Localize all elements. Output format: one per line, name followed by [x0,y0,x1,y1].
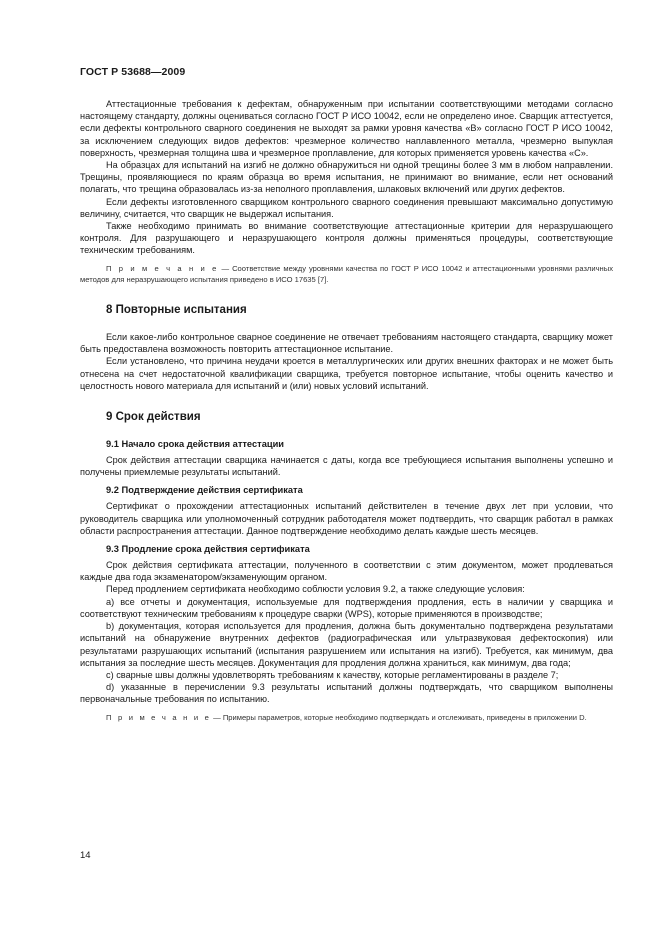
page-number: 14 [80,850,91,861]
paragraph: Также необходимо принимать во внимание соответствующие аттестационные критерии для неразрушающего контроля. Для разрушающего и неразрушающего контроля должны применяться процедуры, соответствующие техническим требованиям. [80,221,613,256]
subsection-heading-9-2: 9.2 Подтверждение действия сертификата [106,485,303,496]
subsection-heading-9-3: 9.3 Продление срока действия сертификата [106,544,310,555]
document-code-header: ГОСТ Р 53688—2009 [80,66,186,78]
paragraph: Перед продлением сертификата необходимо соблюсти условия 9.2, а также следующие условия: [106,584,525,595]
list-item: b) документация, которая используется для продления, должна быть документально подтверждена результатами испытаний на обнаружение внутренних дефектов (радиографическая или ультразвуковая дефектоскопия) или результатами разрушающих испытаний (испытания разрушением или испытания на изгиб). Требуется, как минимум, два испытания за последние шесть месяцев. Документация для продления должна храниться, как минимум, два года; [80,621,613,668]
section-heading-9: 9 Срок действия [106,411,201,424]
paragraph: Срок действия аттестации сварщика начинается с даты, когда все требующиеся испытания выполнены успешно и получены приемлемые результаты испытаний. [80,455,613,478]
paragraph: Сертификат о прохождении аттестационных испытаний действителен в течение двух лет при условии, что руководитель сварщика или уполномоченный сотрудник работодателя может подтвердить, что сварщик работал в рамках области распространения аттестации. Данное подтверждение необходимо делать каждые шесть месяцев. [80,501,613,536]
list-item: d) указанные в перечислении 9.3 результаты испытаний должны подтверждать, что сварщиком выполнены первоначальные требования по испытанию. [80,682,613,705]
note-text: — Примеры параметров, которые необходимо подтверждать и отслеживать, приведены в приложении D. [211,712,587,722]
paragraph: Если установлено, что причина неудачи кроется в металлургических или других внешних факторах и не может быть отнесена на счет недостаточной квалификации сварщика, требуется повторное испытание, чтобы оценить качество и целостность нового материала для испытаний и (или) новых условий испытаний. [80,356,613,391]
paragraph: На образцах для испытаний на изгиб не должно обнаружиться ни одной трещины более 3 мм в любом направлении. Трещины, проявляющиеся по краям образца во время испытания, не принимают во внимание, если нет оснований полагать, что трещина образовалась из-за неполного проплавления, шлаковых включений или других дефектов. [80,160,613,195]
note [80,712,613,723]
section-heading-8: 8 Повторные испытания [106,304,247,317]
list-item: a) все отчеты и документация, используемые для подтверждения продления, есть в наличии у сварщика и соответствуют техническим требованиям к процедуре сварки (WPS), которые применяются в производстве; [80,596,613,619]
note-text: — Соответствие между уровнями качества по ГОСТ Р ИСО 10042 и аттестационными уровнями различных методов для неразрушающего испытания приведено в ИСО 17635 [7]. [80,263,613,284]
list-item: c) сварные швы должны удовлетворять требованиям к качеству, которые регламентированы в разделе 7; [106,669,559,680]
subsection-heading-9-1: 9.1 Начало срока действия аттестации [106,439,285,450]
paragraph: Если какое-либо контрольное сварное соединение не отвечает требованиям настоящего стандарта, сварщику может быть предоставлена возможность повторить аттестационное испытание. [80,332,613,355]
paragraph: Аттестационные требования к дефектам, обнаруженным при испытании соответствующими методами согласно настоящему стандарту, должны оцениваться согласно ГОСТ Р ИСО 10042, если не определено иное. Сварщик аттестуется, если дефекты контрольного сварного соединения не выходят за рамки уровня качества «B» согласно ГОСТ Р ИСО 10042, за исключением следующих видов дефектов: чрезмерное количество наплавленного металла, чрезмерно выпуклая поверхность, чрезмерная толщина шва и чрезмерное проплавление, для которых применяется уровень качества «C». [80,99,613,158]
note-label: П р и м е ч а н и е [106,712,211,722]
note-label: П р и м е ч а н и е [106,263,219,273]
paragraph: Если дефекты изготовленного сварщиком контрольного сварного соединения превышают максимально допустимую величину, считается, что сварщик не выдержал испытания. [80,196,613,219]
paragraph: Срок действия сертификата аттестации, полученного в соответствии с этим документом, может продлеваться каждые два года экзаменатором/экзаменующим органом. [80,560,613,583]
note [80,263,613,285]
page-content [80,98,613,723]
